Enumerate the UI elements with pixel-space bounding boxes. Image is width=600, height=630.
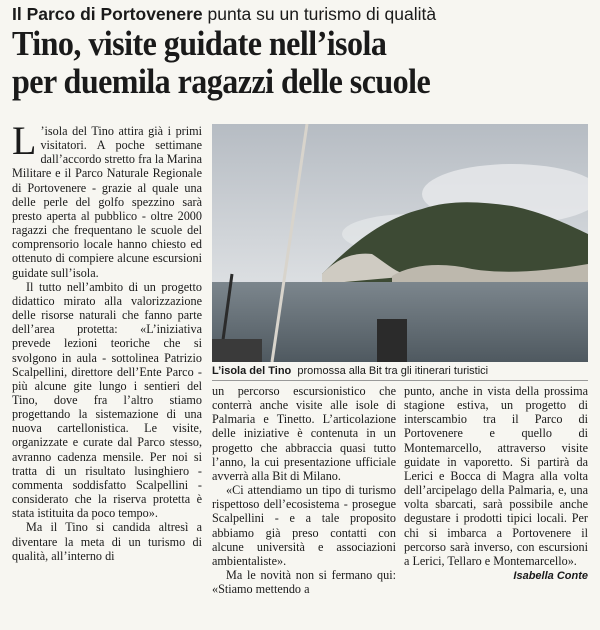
caption-rule (212, 380, 588, 381)
paragraph: Ma le novità non si fermano qui: «Stiamo mettendo a (212, 568, 396, 597)
kicker-rest: punta su un turismo di qualità (202, 4, 437, 24)
paragraph: Il tutto nell’ambito di un progetto didattico mirato alla valorizzazione delle risorse naturali che fanno parte dell’area protetta: «L’iniziativa prevede lezioni teoriche che si svolgono in aula - sottolinea Patrizio Scalpellini, direttore dell’Ente Parco - più alcune gite lungo i sentieri del Tino, dove fra l’altro stiamo progettando la sistemazione di una nuova cartellonistica. Le visite, organizzate e curate dal Parco stesso, avranno cadenza mensile. Per noi si tratta di un risultato lusinghiero - commenta soddisfatto Scalpellini - considerato che la riserva protetta è stata istituita da poco tempo». (12, 279, 202, 521)
headline-line-2: per duemila ragazzi delle scuole (12, 63, 431, 101)
headline (12, 25, 551, 101)
article-column-2 (212, 384, 396, 616)
photo-illustration (212, 124, 588, 362)
article-column-1 (12, 124, 202, 616)
byline: Isabella Conte (513, 570, 588, 583)
photo-caption (212, 365, 588, 378)
headline-line-1: Tino, visite guidate nell’isola (12, 25, 387, 63)
kicker-bold: Il Parco di Portovenere (12, 4, 203, 24)
photo-isola-del-tino (212, 124, 588, 362)
dropcap: L (12, 124, 37, 163)
article-column-3 (404, 384, 588, 616)
caption-bold: L’isola del Tino (212, 365, 292, 377)
caption-text: promossa alla Bit tra gli itinerari turistici (297, 365, 489, 377)
paragraph: punto, anche in vista della prossima stagione estiva, un progetto di interscambio tra il Parco di Portovenere e quello di Montemarcello, attraverso visite guidate in vaporetto. Si partirà da Lerici e Bocca di Magra alla volta dell’arcipelago della Palmaria, e, una volta sbarcati, sarà possibile anche degustare i prodotti tipici locali. Per chi si imbarca a Portovenere il percorso sarà inverso, con escursioni a Lerici, Tellaro e Montemarcello». (404, 384, 588, 568)
paragraph-text: ’isola del Tino attira già i primi visitatori. A poche settimane dall’accordo stretto fra la Marina Militare e il Parco Naturale Regionale di Portovenere - grazie al quale una delle perle del golfo spezzino sarà presto aperta al pubblico - oltre 2000 ragazzi che frequentano le scuole del comprensorio locale hanno chiesto ed ottenuto di compiere alcune escursioni guidate sull’isola. (12, 124, 202, 280)
paragraph (12, 124, 202, 280)
paragraph: un percorso escursionistico che conterrà anche visite alle isole di Palmaria e Tinetto. L’articolazione delle iniziative è contenuta in un progetto che abbraccia quasi tutto l’anno, la cui presentazione ufficiale avverrà alla Bit di Milano. (212, 384, 396, 483)
paragraph: Ma il Tino si candida altresì a diventare la meta di un turismo di qualità, all’interno di (12, 520, 202, 563)
paragraph: «Ci attendiamo un tipo di turismo rispettoso dell’ecosistema - prosegue Scalpellini - e a tale proposito abbiamo già preso contatti con alcune università e associazioni ambientaliste». (212, 483, 396, 568)
kicker (12, 3, 592, 25)
